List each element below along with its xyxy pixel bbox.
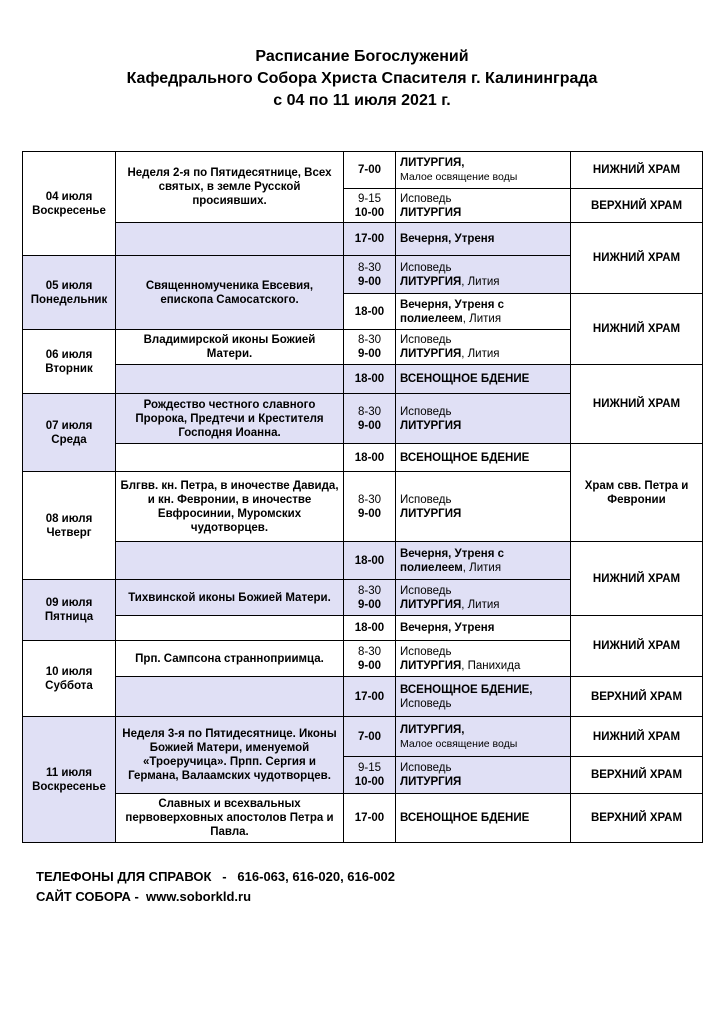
table-row bbox=[23, 223, 703, 256]
time-cell: 7-00 bbox=[344, 152, 396, 189]
service-cell: Вечерня, Утреня с полиелеем, Лития bbox=[396, 294, 571, 330]
time-cell: 17-00 bbox=[344, 677, 396, 717]
service-cell: Исповедь ЛИТУРГИЯ bbox=[396, 472, 571, 542]
feast-cell: Тихвинской иконы Божией Матери. bbox=[116, 580, 344, 616]
feast-cell-empty bbox=[116, 677, 344, 717]
date-cell: 04 июля Воскресенье bbox=[23, 152, 116, 256]
schedule-table bbox=[22, 151, 703, 843]
service-cell: Исповедь ЛИТУРГИЯ, Лития bbox=[396, 580, 571, 616]
service-cell: Вечерня, Утреня с полиелеем, Лития bbox=[396, 542, 571, 580]
time-cell: 18-00 bbox=[344, 616, 396, 641]
location-cell: НИЖНИЙ ХРАМ bbox=[571, 223, 703, 294]
table-row bbox=[23, 616, 703, 641]
feast-cell: Владимирской иконы Божией Матери. bbox=[116, 330, 344, 365]
service-cell: ЛИТУРГИЯ, Малое освящение воды bbox=[396, 717, 571, 757]
service-cell: Исповедь ЛИТУРГИЯ bbox=[396, 189, 571, 223]
time-cell: 17-00 bbox=[344, 223, 396, 256]
time-cell: 8-30 9-00 bbox=[344, 394, 396, 444]
location-cell: Храм свв. Петра и Февронии bbox=[571, 444, 703, 542]
location-cell: НИЖНИЙ ХРАМ bbox=[571, 152, 703, 189]
location-cell: ВЕРХНИЙ ХРАМ bbox=[571, 189, 703, 223]
service-cell: ВСЕНОЩНОЕ БДЕНИЕ, Исповедь bbox=[396, 677, 571, 717]
time-cell: 8-30 9-00 bbox=[344, 330, 396, 365]
location-cell: ВЕРХНИЙ ХРАМ bbox=[571, 677, 703, 717]
date-cell: 09 июля Пятница bbox=[23, 580, 116, 641]
feast-cell: Рождество честного славного Пророка, Предтечи и Крестителя Господня Иоанна. bbox=[116, 394, 344, 444]
feast-cell: Прп. Сампсона странноприимца. bbox=[116, 641, 344, 677]
location-cell: НИЖНИЙ ХРАМ bbox=[571, 365, 703, 444]
feast-cell: Неделя 3-я по Пятидесятнице. Иконы Божией Матери, именуемой «Троеручица». Прпп. Сергия и Германа, Валаамских чудотворцев. bbox=[116, 717, 344, 794]
location-cell: НИЖНИЙ ХРАМ bbox=[571, 616, 703, 677]
title-line-3: с 04 по 11 июля 2021 г. bbox=[273, 92, 451, 109]
table-row bbox=[23, 794, 703, 843]
table-row bbox=[23, 152, 703, 189]
title-line-2: Кафедрального Собора Христа Спасителя г. Калининграда bbox=[126, 70, 598, 87]
feast-cell-empty bbox=[116, 444, 344, 472]
feast-cell: Блгвв. кн. Петра, в иночестве Давида, и кн. Февронии, в иночестве Евфросинии, Муромских чудотворцев. bbox=[116, 472, 344, 542]
table-row bbox=[23, 365, 703, 394]
service-cell: Исповедь ЛИТУРГИЯ bbox=[396, 394, 571, 444]
feast-cell-empty bbox=[116, 616, 344, 641]
contacts-footer bbox=[36, 867, 395, 907]
table-row bbox=[23, 444, 703, 472]
date-cell: 06 июля Вторник bbox=[23, 330, 116, 394]
document-header bbox=[0, 46, 724, 112]
service-cell: ЛИТУРГИЯ, Малое освящение воды bbox=[396, 152, 571, 189]
time-cell: 17-00 bbox=[344, 794, 396, 843]
feast-cell-empty bbox=[116, 542, 344, 580]
time-cell: 18-00 bbox=[344, 294, 396, 330]
title-line-1: Расписание Богослужений bbox=[255, 48, 469, 65]
time-cell: 8-30 9-00 bbox=[344, 256, 396, 294]
service-cell: ВСЕНОЩНОЕ БДЕНИЕ bbox=[396, 444, 571, 472]
time-cell: 18-00 bbox=[344, 542, 396, 580]
location-cell: НИЖНИЙ ХРАМ bbox=[571, 542, 703, 616]
feast-cell: Неделя 2-я по Пятидесятнице, Всех святых, в земле Русской просиявших. bbox=[116, 152, 344, 223]
time-cell: 7-00 bbox=[344, 717, 396, 757]
date-cell: 05 июля Понедельник bbox=[23, 256, 116, 330]
phones-line: ТЕЛЕФОНЫ ДЛЯ СПРАВОК - 616-063, 616-020, 616-002 bbox=[36, 869, 396, 884]
service-cell: ВСЕНОЩНОЕ БДЕНИЕ bbox=[396, 365, 571, 394]
time-cell: 8-30 9-00 bbox=[344, 580, 396, 616]
table-row bbox=[23, 717, 703, 757]
time-cell: 18-00 bbox=[344, 365, 396, 394]
service-cell: Вечерня, Утреня bbox=[396, 223, 571, 256]
date-cell: 07 июля Среда bbox=[23, 394, 116, 472]
service-cell: Исповедь ЛИТУРГИЯ, Панихида bbox=[396, 641, 571, 677]
service-cell: ВСЕНОЩНОЕ БДЕНИЕ bbox=[396, 794, 571, 843]
location-cell: НИЖНИЙ ХРАМ bbox=[571, 717, 703, 757]
service-cell: Исповедь ЛИТУРГИЯ, Лития bbox=[396, 330, 571, 365]
time-cell: 8-30 9-00 bbox=[344, 641, 396, 677]
time-cell: 9-15 10-00 bbox=[344, 757, 396, 794]
date-cell: 10 июля Суббота bbox=[23, 641, 116, 717]
feast-cell: Священномученика Евсевия, епископа Самосатского. bbox=[116, 256, 344, 330]
site-line[interactable]: САЙТ СОБОРА - www.soborkld.ru bbox=[36, 889, 252, 904]
service-cell: Исповедь ЛИТУРГИЯ bbox=[396, 757, 571, 794]
feast-cell-empty bbox=[116, 223, 344, 256]
service-cell: Исповедь ЛИТУРГИЯ, Лития bbox=[396, 256, 571, 294]
date-cell: 11 июля Воскресенье bbox=[23, 717, 116, 843]
location-cell: ВЕРХНИЙ ХРАМ bbox=[571, 794, 703, 843]
service-cell: Вечерня, Утреня bbox=[396, 616, 571, 641]
date-cell: 08 июля Четверг bbox=[23, 472, 116, 580]
time-cell: 9-15 10-00 bbox=[344, 189, 396, 223]
feast-cell: Славных и всехвальных первоверховных апостолов Петра и Павла. bbox=[116, 794, 344, 843]
location-cell: НИЖНИЙ ХРАМ bbox=[571, 294, 703, 365]
location-cell: ВЕРХНИЙ ХРАМ bbox=[571, 757, 703, 794]
feast-cell-empty bbox=[116, 365, 344, 394]
table-row bbox=[23, 542, 703, 580]
time-cell: 8-30 9-00 bbox=[344, 472, 396, 542]
time-cell: 18-00 bbox=[344, 444, 396, 472]
table-row bbox=[23, 677, 703, 717]
